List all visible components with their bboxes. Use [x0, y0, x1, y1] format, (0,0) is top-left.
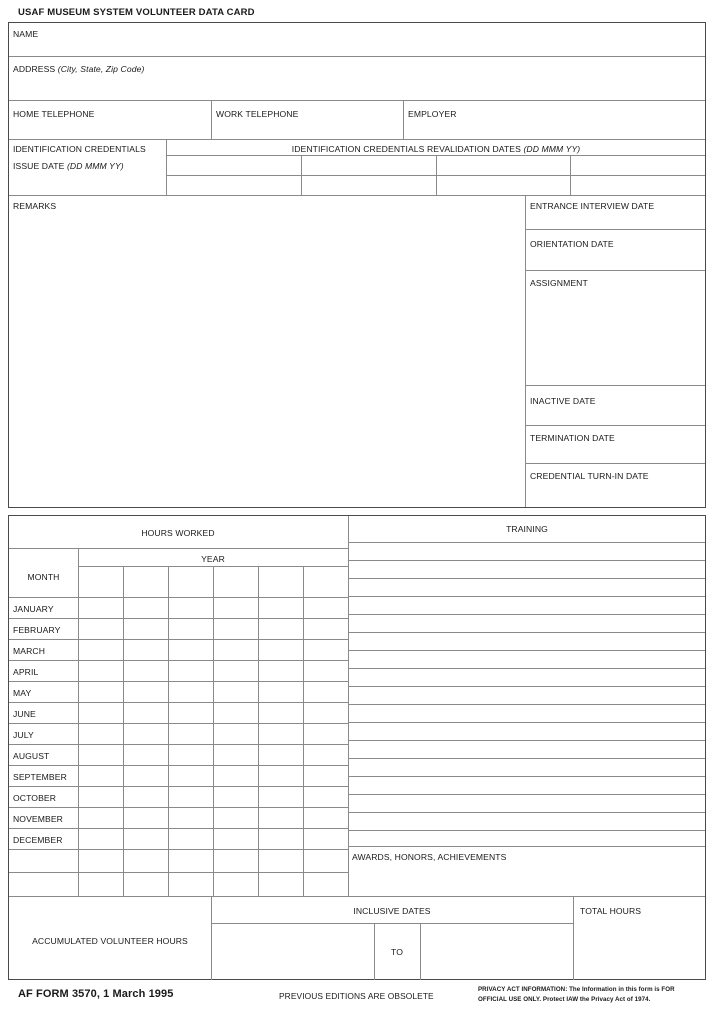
hours-cell[interactable]	[80, 683, 345, 701]
footer-form-id: AF FORM 3570, 1 March 1995	[18, 988, 174, 1000]
month-label: OCTOBER	[13, 793, 57, 803]
revalidation-date-cell[interactable]	[168, 177, 299, 194]
address-label-text: ADDRESS	[13, 64, 56, 74]
orientation-date-label: ORIENTATION DATE	[530, 239, 614, 249]
awards-honors-achievements-label: AWARDS, HONORS, ACHIEVEMENTS	[352, 852, 507, 862]
credentials-bottom-divider	[9, 195, 705, 196]
training-row[interactable]	[352, 724, 702, 739]
training-title: TRAINING	[506, 524, 548, 534]
telephone-row-divider	[9, 139, 705, 140]
month-label: NOVEMBER	[13, 814, 63, 824]
hours-cell[interactable]	[80, 725, 345, 743]
milestone-divider	[525, 270, 705, 271]
month-row-divider	[9, 807, 348, 808]
month-row-divider	[9, 723, 348, 724]
month-header-label: MONTH	[27, 572, 60, 582]
revalidation-col-divider-3	[570, 155, 571, 195]
revalidation-dates-hint: (DD MMM YY)	[523, 144, 581, 154]
training-row-divider	[349, 740, 705, 741]
work-employer-divider	[403, 100, 404, 139]
milestone-divider	[525, 425, 705, 426]
training-row-divider	[349, 830, 705, 831]
training-row-divider	[349, 596, 705, 597]
month-row-divider	[9, 618, 348, 619]
milestone-divider	[525, 229, 705, 230]
training-row[interactable]	[352, 544, 702, 559]
accumulated-volunteer-hours-label: ACCUMULATED VOLUNTEER HOURS	[32, 936, 188, 946]
assignment-input[interactable]	[530, 290, 700, 382]
orientation-date-input[interactable]	[530, 250, 700, 267]
remarks-label: REMARKS	[13, 201, 57, 211]
employer-input[interactable]	[408, 120, 698, 136]
work-telephone-input[interactable]	[216, 120, 396, 136]
training-row[interactable]	[352, 616, 702, 631]
footer-privacy-line-1: PRIVACY ACT INFORMATION: The Information in this form is FOR	[478, 986, 675, 993]
revalidation-col-divider-1	[301, 155, 302, 195]
month-label: FEBRUARY	[13, 625, 61, 635]
training-row-divider	[349, 722, 705, 723]
hours-cell[interactable]	[80, 662, 345, 680]
training-row[interactable]	[352, 742, 702, 757]
month-row-blank[interactable]	[13, 874, 345, 894]
month-column-divider	[78, 548, 79, 896]
month-row-blank[interactable]	[13, 851, 345, 871]
address-input[interactable]	[13, 76, 701, 98]
termination-date-input[interactable]	[530, 444, 700, 461]
work-telephone-label: WORK TELEPHONE	[216, 109, 299, 119]
training-row[interactable]	[352, 706, 702, 721]
training-row[interactable]	[352, 760, 702, 775]
footer-privacy-act	[478, 985, 706, 1004]
inactive-date-input[interactable]	[530, 407, 700, 423]
address-row-divider	[9, 100, 705, 101]
year-header-label: YEAR	[201, 554, 225, 564]
credential-turn-in-date-label: CREDENTIAL TURN-IN DATE	[530, 471, 649, 481]
hours-cell[interactable]	[80, 767, 345, 785]
hours-cell[interactable]	[80, 599, 345, 617]
month-label: AUGUST	[13, 751, 50, 761]
training-row[interactable]	[352, 796, 702, 811]
month-label: SEPTEMBER	[13, 772, 67, 782]
year-label-cell[interactable]	[260, 568, 301, 595]
month-label: JUNE	[13, 709, 36, 719]
address-hint: (City, State, Zip Code)	[57, 64, 145, 74]
remarks-input[interactable]	[13, 213, 519, 503]
training-row-divider	[349, 560, 705, 561]
month-label: DECEMBER	[13, 835, 63, 845]
month-row-divider	[9, 765, 348, 766]
training-row-divider	[349, 758, 705, 759]
revalidation-date-cell[interactable]	[303, 157, 434, 174]
inclusive-dates-label: INCLUSIVE DATES	[353, 906, 431, 916]
credentials-issue-label-line1: IDENTIFICATION CREDENTIALS	[13, 144, 146, 154]
footer-previous-editions: PREVIOUS EDITIONS ARE OBSOLETE	[279, 991, 434, 1001]
training-title-divider	[349, 542, 705, 543]
year-label-cell[interactable]	[125, 568, 166, 595]
training-row[interactable]	[352, 652, 702, 667]
hours-training-divider	[348, 516, 349, 896]
year-label-cell[interactable]	[215, 568, 256, 595]
month-label: APRIL	[13, 667, 39, 677]
training-row[interactable]	[352, 778, 702, 793]
month-header-divider	[9, 597, 348, 598]
hours-cell[interactable]	[80, 809, 345, 827]
training-row[interactable]	[352, 670, 702, 685]
credentials-issue-date-input[interactable]	[13, 172, 161, 192]
training-row-divider	[349, 846, 705, 847]
month-label: JANUARY	[13, 604, 54, 614]
hours-cell[interactable]	[80, 704, 345, 722]
credentials-label-divider	[166, 139, 167, 195]
training-row[interactable]	[352, 598, 702, 613]
hours-cell[interactable]	[80, 641, 345, 659]
inclusive-date-from-input[interactable]	[214, 926, 372, 976]
hours-title-divider	[9, 548, 348, 549]
training-row[interactable]	[352, 688, 702, 703]
name-label: NAME	[13, 29, 39, 39]
hours-cell[interactable]	[80, 746, 345, 764]
address-label	[13, 64, 144, 74]
revalidation-date-cell[interactable]	[438, 177, 568, 194]
hours-table-bottom-divider	[9, 896, 705, 897]
home-telephone-input[interactable]	[13, 120, 203, 136]
month-row-divider	[9, 702, 348, 703]
month-label: JULY	[13, 730, 34, 740]
name-row-divider	[9, 56, 705, 57]
revalidation-date-cell[interactable]	[168, 157, 299, 174]
inactive-date-label: INACTIVE DATE	[530, 396, 596, 406]
inclusive-dates-to-label: TO	[391, 947, 403, 957]
training-row-divider	[349, 704, 705, 705]
training-row-divider	[349, 812, 705, 813]
milestone-divider	[525, 385, 705, 386]
training-row[interactable]	[352, 580, 702, 595]
page-title: USAF MUSEUM SYSTEM VOLUNTEER DATA CARD	[18, 7, 255, 18]
revalidation-dates-label	[167, 144, 705, 154]
credential-turn-in-date-input[interactable]	[530, 482, 700, 504]
training-row-divider	[349, 668, 705, 669]
revalidation-col-divider-2	[436, 155, 437, 195]
training-row[interactable]	[352, 832, 702, 845]
training-row-divider	[349, 614, 705, 615]
training-row-divider	[349, 776, 705, 777]
month-row-divider	[9, 639, 348, 640]
revalidation-date-cell[interactable]	[438, 157, 568, 174]
total-hours-divider	[573, 896, 574, 980]
awards-honors-achievements-input[interactable]	[352, 864, 702, 894]
training-row-divider	[349, 650, 705, 651]
total-hours-input[interactable]	[578, 920, 703, 976]
training-row[interactable]	[352, 634, 702, 649]
milestone-divider	[525, 463, 705, 464]
training-row-divider	[349, 632, 705, 633]
home-work-divider	[211, 100, 212, 139]
training-row[interactable]	[352, 562, 702, 577]
month-label: MARCH	[13, 646, 46, 656]
hours-worked-title: HOURS WORKED	[141, 528, 215, 538]
name-input[interactable]	[13, 40, 701, 55]
assignment-label: ASSIGNMENT	[530, 278, 588, 288]
training-row-divider	[349, 686, 705, 687]
credentials-issue-label-line2	[13, 161, 124, 171]
month-row-divider	[9, 828, 348, 829]
year-label-cell[interactable]	[80, 568, 121, 595]
home-telephone-label: HOME TELEPHONE	[13, 109, 95, 119]
month-row-divider	[9, 849, 348, 850]
revalidation-dates-label-text: IDENTIFICATION CREDENTIALS REVALIDATION DATES	[291, 144, 521, 154]
termination-date-label: TERMINATION DATE	[530, 433, 615, 443]
inclusive-dates-divider	[211, 923, 573, 924]
inclusive-date-to-input[interactable]	[423, 926, 571, 976]
hours-cell[interactable]	[80, 620, 345, 638]
revalidation-date-cell[interactable]	[572, 157, 703, 174]
revalidation-date-cell[interactable]	[303, 177, 434, 194]
month-row-divider	[9, 872, 348, 873]
hours-cell[interactable]	[80, 830, 345, 848]
month-row-divider	[9, 681, 348, 682]
entrance-interview-date-input[interactable]	[530, 212, 700, 227]
total-hours-label: TOTAL HOURS	[580, 906, 642, 916]
month-row-divider	[9, 786, 348, 787]
hours-cell[interactable]	[80, 788, 345, 806]
revalidation-date-cell[interactable]	[572, 177, 703, 194]
employer-label: EMPLOYER	[408, 109, 457, 119]
inclusive-to-end-divider	[420, 923, 421, 980]
entrance-interview-date-label: ENTRANCE INTERVIEW DATE	[530, 201, 655, 211]
month-row-divider	[9, 744, 348, 745]
month-row-divider	[9, 660, 348, 661]
remarks-milestones-divider	[525, 195, 526, 507]
year-label-cell[interactable]	[305, 568, 346, 595]
training-row-divider	[349, 794, 705, 795]
training-row[interactable]	[352, 814, 702, 829]
training-row-divider	[349, 578, 705, 579]
footer-privacy-line-2: OFFICIAL USE ONLY. Protect IAW the Privacy Act of 1974.	[478, 995, 651, 1003]
year-label-cell[interactable]	[170, 568, 211, 595]
month-label: MAY	[13, 688, 32, 698]
credentials-issue-hint: (DD MMM YY)	[66, 161, 124, 171]
credentials-issue-label-text: ISSUE DATE	[13, 161, 65, 171]
